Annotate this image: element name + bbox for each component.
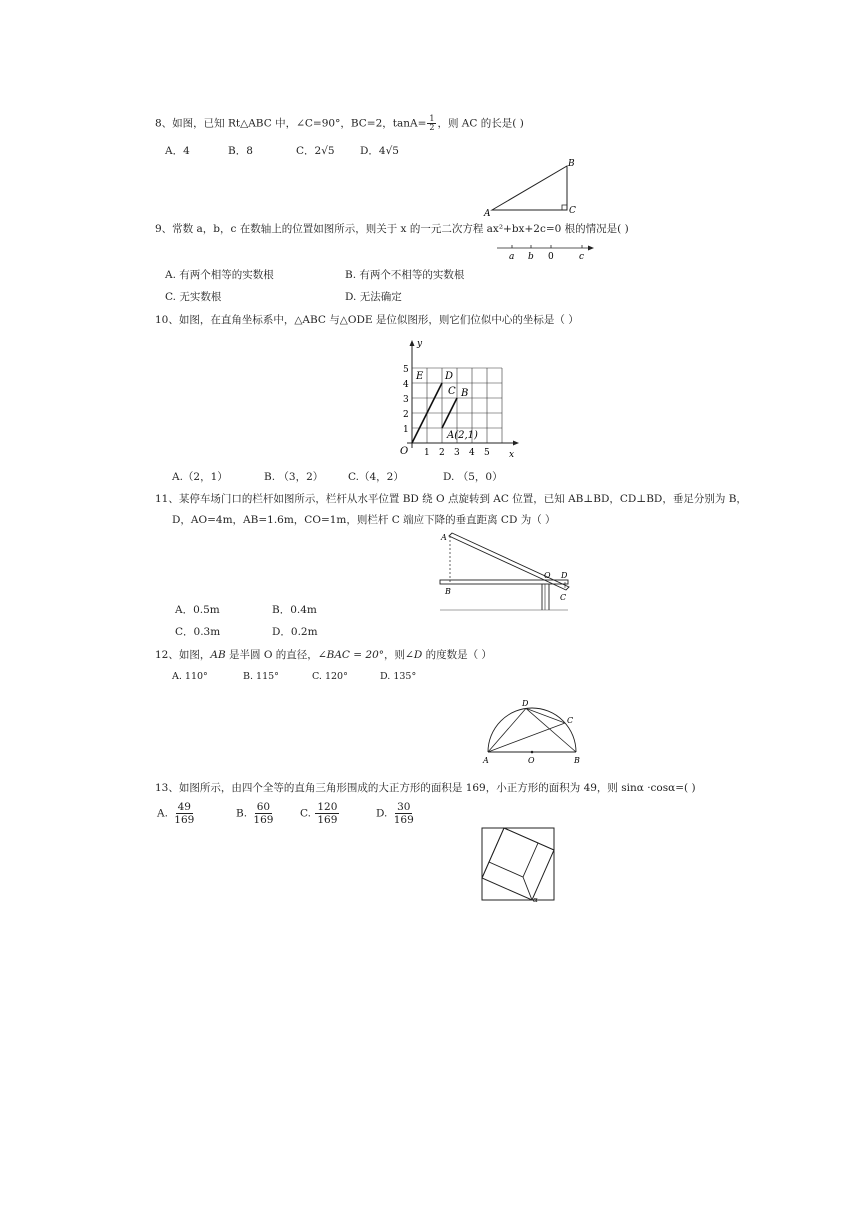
point-a-label: A(2,1) [447,430,478,441]
q8-option-b: B．8 [228,145,253,157]
x-tick-3: 3 [454,448,460,458]
label-o: O [528,756,535,765]
question-9: 9、常数 a，b，c 在数轴上的位置如图所示，则关于 x 的一元二次方程 ax²+bx+2c=0 根的情况是( ) [155,223,629,235]
y-tick-3: 3 [403,395,409,405]
small-square [489,828,538,877]
q8-option-c: C．2√5 [296,145,335,157]
q13-option-c-fraction: $\frac{120}{169}$ [317,801,338,826]
angle-bac: ∠BAC = 20° [317,649,385,661]
q8-option-d: D．4√5 [360,145,399,157]
number-line-figure [495,240,595,265]
semicircle-arc [488,708,576,752]
point-e-label: E [416,371,424,382]
y-axis-arrow [410,340,415,346]
axis-label-a: a [509,252,515,262]
angle-d: ∠D [405,649,423,661]
question-8 [155,115,524,132]
center-o-dot [531,751,534,754]
x-tick-2: 2 [439,448,445,458]
q13-option-a-fraction: $\frac{49}{169}$ [174,801,195,826]
q12-option-c: C. 120° [312,671,348,682]
point-c-label: C [448,386,456,397]
q13-option-b-fraction: $\frac{60}{169}$ [253,801,274,826]
label-b: B [568,159,575,169]
label-c: C [560,593,567,602]
q8-prefix: 8、如图，已知 Rt△ABC 中，∠C=90°，BC=2，tanA= [155,117,427,130]
q12-option-a: A. 110° [172,671,208,682]
barrier-gate-figure [435,530,575,615]
question-12: 12、如图，AB 是半圆 O 的直径，∠BAC = 20°，则∠D 的度数是（ ） [155,649,492,661]
axis-label-zero: 0 [548,252,554,262]
question-11-line-1: 11、某停车场门口的栏杆如图所示，栏杆从水平位置 BD 绕 O 点旋转到 AC 位置，已知 AB⊥BD，CD⊥BD，垂足分别为 B， [155,493,747,505]
q13-option-d-fraction: $\frac{30}{169}$ [393,801,414,826]
q8-option-a: A．4 [165,145,190,157]
question-13: 13、如图所示，由四个全等的直角三角形围成的大正方形的面积是 169，小正方形的面积为 49，则 sinα ·cosα=( ) [155,782,696,794]
label-a: A [483,756,489,765]
label-b: B [445,587,451,596]
q10-option-b: B. （3，2） [264,471,324,483]
tan-fraction: $\frac{1}{2}$ [429,114,435,132]
q12-option-d: D. 135° [380,671,417,682]
question-10: 10、如图，在直角坐标系中，△ABC 与△ODE 是位似图形，则它们位似中心的坐标是（ ） [155,314,579,326]
pythagoras-square-figure [478,824,558,906]
number-line-arrow [588,246,594,251]
label-c: C [567,716,574,725]
q10-option-d: D. （5，0） [443,471,503,483]
x-axis-label: x [509,450,515,460]
x-tick-1: 1 [424,448,430,458]
q13-option-b: B. $\frac{60}{169}$ [236,801,274,826]
q11-option-d: D．0.2m [272,626,318,638]
label-d: D [522,699,529,708]
q8-triangle-figure [480,158,580,218]
q9-option-a: A. 有两个相等的实数根 [165,269,274,281]
coordinate-grid-figure [395,336,525,461]
label-b: B [574,756,580,765]
label-a: A [484,209,491,219]
axis-label-c: c [579,252,585,262]
right-angle-mark [562,205,567,210]
point-b-label: B [461,388,469,399]
x-tick-4: 4 [469,448,475,458]
q13-option-d: D. $\frac{30}{169}$ [376,801,414,826]
q12-option-b: B. 115° [243,671,279,682]
rotated-bar-ac [449,533,569,590]
point-d-label: D [445,371,454,382]
origin-label: O [400,446,409,457]
semicircle-figure [478,698,588,768]
alpha-label: α [533,896,538,904]
triangle-abc [492,166,567,210]
q10-option-a: A.（2，1） [172,471,228,483]
y-tick-4: 4 [403,380,409,390]
y-axis-label: y [417,339,423,349]
q13-option-c: C. $\frac{120}{169}$ [300,801,338,826]
label-o: O [544,571,551,580]
x-axis-arrow [513,441,519,446]
diameter-ab: AB [210,649,226,661]
q9-option-d: D. 无法确定 [345,291,402,303]
question-11-line-2: D，AO=4m，AB=1.6m，CO=1m，则栏杆 C 端应下降的垂直距离 CD 为（ ） [172,514,556,526]
q10-option-c: C.（4，2） [348,471,404,483]
y-tick-1: 1 [403,425,409,435]
label-a: A [441,533,447,542]
q9-option-b: B. 有两个不相等的实数根 [345,269,465,281]
q11-option-c: C．0.3m [175,626,221,638]
y-tick-2: 2 [403,410,409,420]
axis-label-b: b [528,252,534,262]
q9-option-c: C. 无实数根 [165,291,222,303]
x-tick-5: 5 [484,448,490,458]
label-d: D [561,571,568,580]
q11-option-b: B．0.4m [272,604,317,616]
q8-suffix: ，则 AC 的长是( ) [437,117,524,130]
y-tick-5: 5 [403,365,409,375]
q13-option-a: A. $\frac{49}{169}$ [157,801,195,826]
q11-option-a: A．0.5m [175,604,220,616]
label-c: C [569,206,576,216]
